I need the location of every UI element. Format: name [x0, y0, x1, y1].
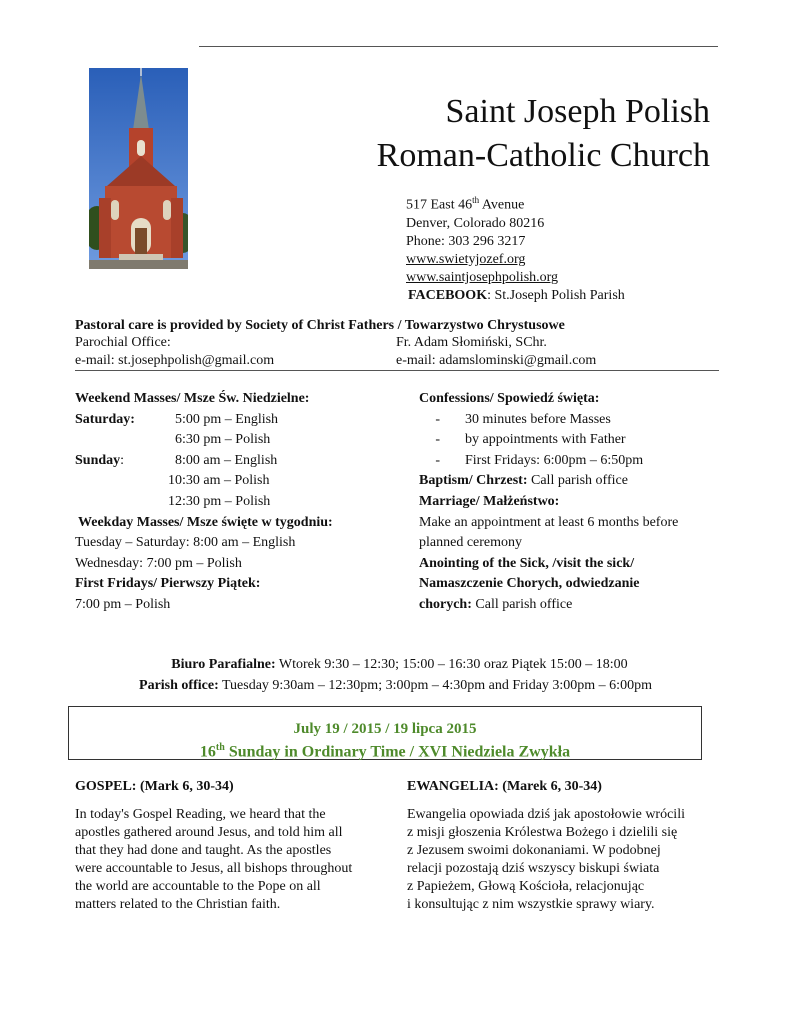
marriage-heading: Marriage/ Małżeństwo:: [419, 493, 560, 509]
confessions-heading: Confessions/ Spowiedź święta:: [419, 391, 600, 406]
pastoral-heading: Pastoral care is provided by Society of Christ Fathers / Towarzystwo Chrystusowe: [75, 318, 565, 333]
date-line: July 19 / 2015 / 19 lipca 2015: [293, 721, 477, 737]
priest-name: Fr. Adam Słomiński, SChr.: [396, 335, 547, 350]
parochial-office-label: Parochial Office:: [75, 335, 171, 350]
gospel-english-heading: GOSPEL: (Mark 6, 30-34): [75, 779, 234, 794]
office-hours-english: Parish office: Tuesday 9:30am – 12:30pm; 3:00pm – 4:30pm and Friday 3:00pm – 6:00pm: [139, 678, 652, 693]
saturday-row-2: 6:30 pm – Polish: [175, 432, 271, 448]
sunday-row-3: 12:30 pm – Polish: [168, 493, 271, 509]
baptism-line: Baptism/ Chrzest: Call parish office: [419, 473, 628, 489]
website-link-1[interactable]: www.swietyjozef.org: [406, 251, 526, 267]
office-email[interactable]: e-mail: st.josephpolish@gmail.com: [75, 353, 275, 368]
gospel-english: [75, 778, 395, 914]
confessions-item-1: - 30 minutes before Masses: [435, 411, 611, 427]
first-fridays-heading: First Fridays/ Pierwszy Piątek:: [75, 576, 261, 592]
liturgical-sunday: 16th Sunday in Ordinary Time / XVI Niedziela Zwykła: [199, 742, 571, 761]
weekday-line-1: Tuesday – Saturday: 8:00 am – English: [75, 535, 296, 551]
weekday-line-2: Wednesday: 7:00 pm – Polish: [75, 555, 242, 571]
gospel-polish: [407, 778, 727, 914]
section-divider: [75, 370, 719, 371]
sunday-row-1: Sunday: 8:00 am – English: [75, 452, 278, 468]
anointing-line-2: Namaszczenie Chorych, odwiedzanie: [419, 576, 640, 592]
church-photo-icon: [89, 68, 188, 269]
address-block: [406, 191, 736, 305]
confessions-item-3: - First Fridays: 6:00pm – 6:50pm: [435, 452, 644, 468]
title-line-2: Roman-Catholic Church: [376, 137, 710, 174]
gospel-polish-text: Ewangelia opowiada dziś jak apostołowie wrócili z misji głoszenia Królestwa Bożego i dzielili się z Jezusem swoimi dokonaniami. W podobnej relacji pozostają dziś wszyscy biskupi świata z Papieżem, Głową Kościoła, relacjonując i konsultując z nim wszystkie sprawy wiary.: [407, 807, 685, 912]
marriage-line-2: planned ceremony: [419, 535, 523, 551]
title-line-1: Saint Joseph Polish: [445, 93, 710, 130]
marriage-line-1: Make an appointment at least 6 months before: [419, 514, 679, 530]
gospel-polish-heading: EWANGELIA: (Marek 6, 30-34): [407, 779, 602, 794]
masses-column: [75, 389, 385, 616]
first-fridays-line: 7:00 pm – Polish: [75, 596, 171, 612]
sacraments-column: [419, 389, 729, 616]
date-box: [68, 706, 702, 760]
facebook-line: FACEBOOK: St.Joseph Polish Parish: [408, 287, 625, 303]
office-hours-polish: Biuro Parafialne: Wtorek 9:30 – 12:30; 15:00 – 16:30 oraz Piątek 15:00 – 18:00: [171, 657, 628, 672]
saturday-row-1: Saturday: 5:00 pm – English: [75, 411, 279, 427]
confessions-item-2: - by appointments with Father: [435, 432, 626, 448]
gospel-english-text: In today's Gospel Reading, we heard that the apostles gathered around Jesus, and told him all that they had done and taught. As the apostles were accountable to Jesus, all bishops throughout the world are accountable to the Pope on all matters related to the Christian faith.: [75, 807, 353, 912]
sunday-row-2: 10:30 am – Polish: [168, 473, 270, 489]
phone: Phone: 303 296 3217: [406, 233, 526, 249]
anointing-line-3: chorych: Call parish office: [419, 596, 573, 612]
city: Denver, Colorado 80216: [406, 215, 545, 231]
weekday-masses-heading: Weekday Masses/ Msze święte w tygodniu:: [78, 514, 333, 530]
street-address: 517 East 46th Avenue: [406, 195, 525, 213]
priest-email[interactable]: e-mail: adamslominski@gmail.com: [396, 353, 597, 368]
anointing-line-1: Anointing of the Sick, /visit the sick/: [419, 555, 635, 571]
website-link-2[interactable]: www.saintjosephpolish.org: [406, 269, 559, 285]
top-divider: [199, 46, 718, 47]
page-title: [300, 90, 710, 178]
weekend-masses-heading: Weekend Masses/ Msze Św. Niedzielne:: [75, 391, 310, 406]
